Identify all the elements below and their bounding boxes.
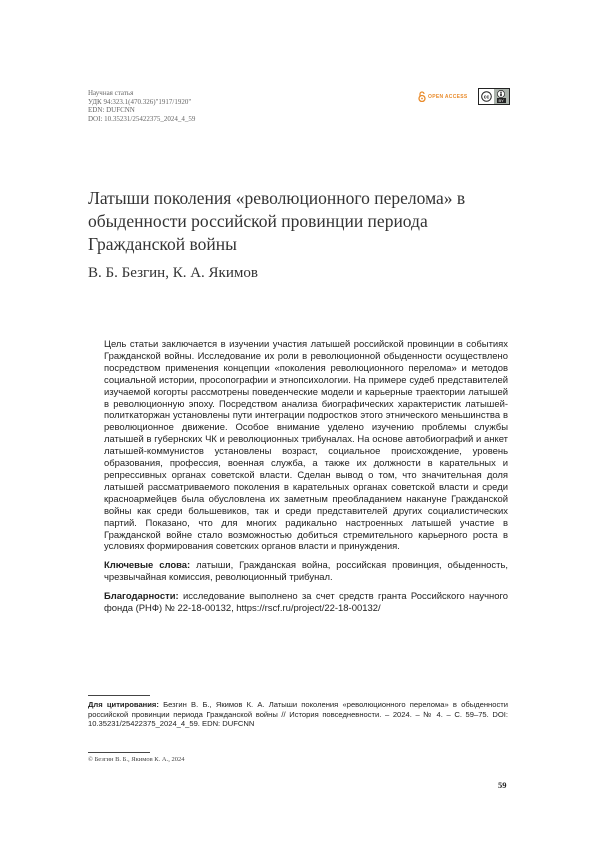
abstract-text: Цель статьи заключается в изучении участия латышей российской провинции в событиях Гражданской войны. Исследование их роли в революционной обыденности осуществлено посредством применения концепции «поколения революционного перелома» и методов социальной истории, просопографии и этнопсихологии. На примере судеб представителей изучаемой когорты рассмотрены поведенческие модели и карьерные траектории латышей в революционную эпоху. Посредством анализа биографических характеристик латышей-политкаторжан установлены пути интеграции подростков этого этнического меньшинства в революционное движение. Особое внимание уделено изучению проблемы службы латышей в губернских ЧК и революционных трибуналах. На основе автобиографий и анкет латышей-коммунистов установлены возраст, социальное происхождение, уровень образования, профессия, военная служба, а также их должности в карательных и репрессивных органах советской власти. Сделан вывод о том, что значительная доля латышей рассматриваемого поколения в карательных органах советской власти и среди красноармейцев была обусловлена их заметным преобладанием накануне Гражданской войны как среди большевиков, так и среди представителей других социалистических партий. Показано, что для многих радикально настроенных латышей участие в Гражданской войне стало возможностью добиться стремительного карьерного роста в условиях формирования советских органов власти и принуждения. bbox=[104, 339, 508, 553]
article-meta bbox=[88, 89, 195, 123]
open-access-lock-icon bbox=[418, 91, 426, 102]
acknowledgments-text: исследование выполнено за счет средств гранта Российского научного фонда (РНФ) № 22-18-00132, https://rscf.ru/project/22-18-00132/ bbox=[104, 591, 508, 615]
abstract-block bbox=[104, 339, 508, 622]
keywords bbox=[104, 560, 508, 584]
citation-text: Безгин В. Б., Якимов К. А. Латыши поколения «революционного перелома» в обыденности российской провинции периода Гражданской войны // История повседневности. – 2024. – № 4. – С. 59–75. DOI: 10.35231/25422375_2024_4_59. EDN: DUFCNN bbox=[88, 700, 508, 728]
udc-code: УДК 94:323.1(470.326)"1917/1920" bbox=[88, 97, 192, 106]
keywords-label: Ключевые слова: bbox=[104, 560, 191, 572]
article-type: Научная статья bbox=[88, 89, 134, 97]
svg-text:cc: cc bbox=[483, 94, 489, 101]
open-access-label: OPEN ACCESS bbox=[428, 93, 468, 100]
license-badges bbox=[418, 88, 510, 105]
page-number: 59 bbox=[498, 780, 507, 790]
citation-divider bbox=[88, 695, 150, 696]
article-authors: В. Б. Безгин, К. А. Якимов bbox=[88, 265, 258, 281]
cc-by-label: BY bbox=[498, 98, 504, 103]
doi-code: DOI: 10.35231/25422375_2024_4_59 bbox=[88, 114, 196, 123]
cc-by-badge bbox=[478, 88, 510, 105]
article-title: Латыши поколения «революционного перелома» в обыденности российской провинции периода Гражданской войны bbox=[88, 188, 466, 254]
creative-commons-icon bbox=[481, 91, 492, 102]
edn-code: EDN: DUFCNN bbox=[88, 106, 135, 115]
citation-label: Для цитирования: bbox=[88, 700, 159, 709]
attribution-person-icon bbox=[497, 90, 505, 98]
copyright-notice: © Безгин В. Б., Якимов К. А., 2024 bbox=[88, 756, 185, 763]
keywords-text: латыши, Гражданская война, российская провинция, обыденность, чрезвычайная комиссия, революционный трибунал. bbox=[104, 560, 508, 584]
citation-block bbox=[88, 697, 508, 729]
acknowledgments-label: Благодарности: bbox=[104, 591, 179, 603]
copyright-divider bbox=[88, 752, 150, 753]
acknowledgments bbox=[104, 591, 508, 615]
open-access-badge bbox=[418, 91, 468, 102]
